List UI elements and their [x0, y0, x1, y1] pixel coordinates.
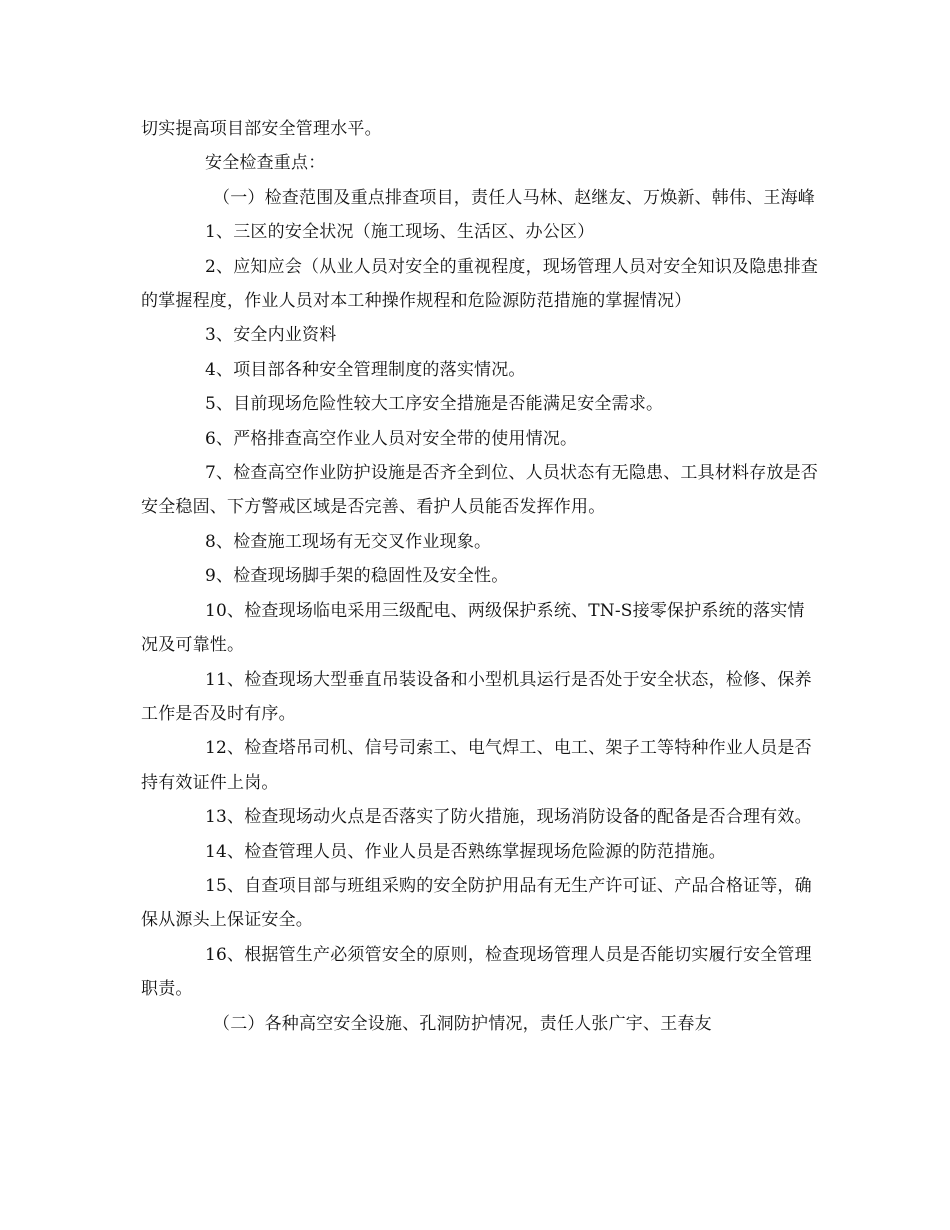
list-item-10: 10、检查现场临电采用三级配电、两级保护系统、TN-S接零保护系统的落实情况及可靠性。: [141, 600, 805, 656]
paragraph-section-one: （一）检查范围及重点排查项目，责任人马林、赵继友、万焕新、韩伟、王海峰: [213, 187, 815, 208]
list-item-2: 2、应知应会（从业人员对安全的重视程度，现场管理人员对安全知识及隐患排查的掌握程度，作业人员对本工种操作规程和危险源防范措施的掌握情况）: [141, 256, 819, 312]
paragraph-intro-continuation: 切实提高项目部安全管理水平。: [141, 119, 382, 139]
list-item-13: 13、检查现场动火点是否落实了防火措施，现场消防设备的配备是否合理有效。: [205, 807, 812, 828]
list-item-14: 14、检查管理人员、作业人员是否熟练掌握现场危险源的防范措施。: [205, 841, 726, 862]
list-item-9: 9、检查现场脚手架的稳固性及安全性。: [205, 566, 509, 587]
list-item-7: 7、检查高空作业防护设施是否齐全到位、人员状态有无隐患、工具材料存放是否安全稳固、下方警戒区域是否完善、看护人员能否发挥作用。: [141, 463, 819, 518]
list-item-5: 5、目前现场危险性较大工序安全措施是否能满足安全需求。: [205, 394, 664, 415]
list-item-1: 1、三区的安全状况（施工现场、生活区、办公区）: [205, 222, 595, 243]
list-item-8: 8、检查施工现场有无交叉作业现象。: [205, 531, 492, 552]
paragraph-section-two: （二）各种高空安全设施、孔洞防护情况，责任人张广宇、王春友: [213, 1013, 712, 1034]
paragraph-section-heading: 安全检查重点：: [205, 153, 326, 174]
list-item-3: 3、安全内业资料: [205, 325, 337, 346]
list-item-16: 16、根据管生产必须管安全的原则，检查现场管理人员是否能切实履行安全管理职责。: [141, 944, 812, 1000]
list-item-15: 15、自查项目部与班组采购的安全防护用品有无生产许可证、产品合格证等，确保从源头上保证安全。: [141, 875, 812, 931]
list-item-12: 12、检查塔吊司机、信号司索工、电气焊工、电工、架子工等特种作业人员是否持有效证件上岗。: [141, 738, 812, 793]
list-item-4: 4、项目部各种安全管理制度的落实情况。: [205, 359, 526, 380]
list-item-11: 11、检查现场大型垂直吊装设备和小型机具运行是否处于安全状态，检修、保养工作是否及时有序。: [141, 669, 812, 724]
document-body: [141, 112, 821, 1041]
list-item-6: 6、严格排查高空作业人员对安全带的使用情况。: [205, 428, 578, 449]
